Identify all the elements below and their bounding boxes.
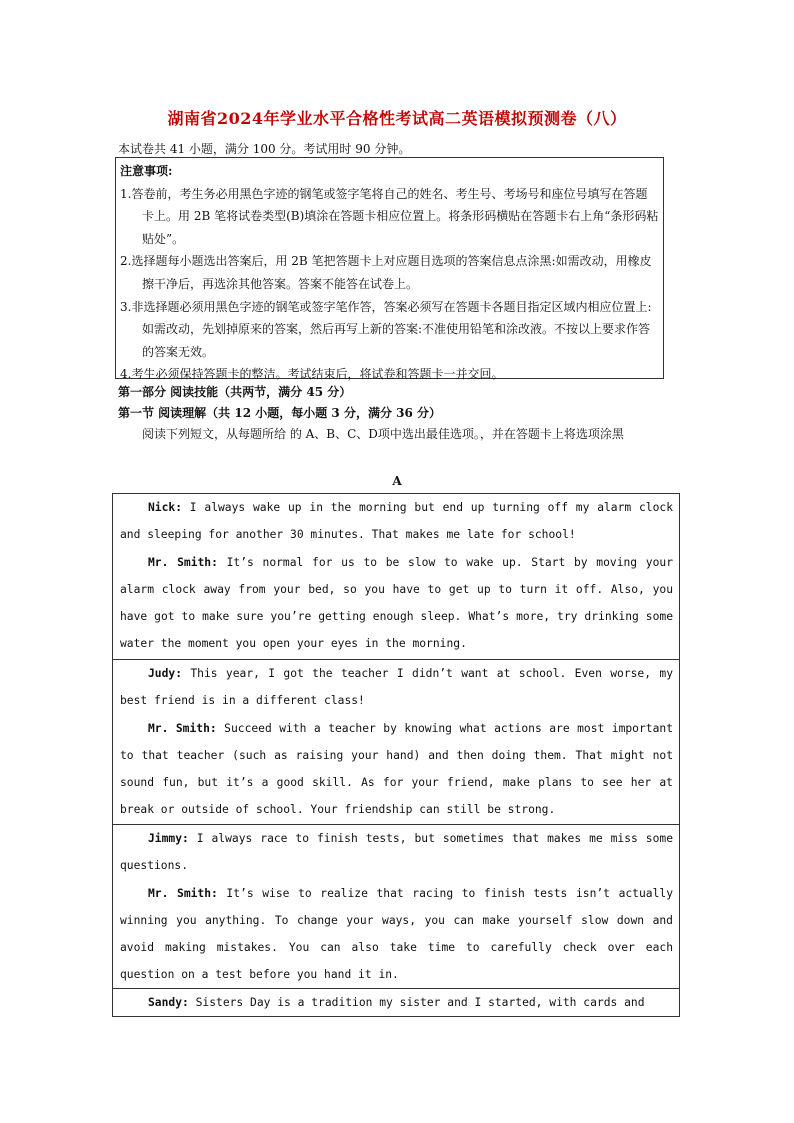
question-text: This year, I got the teacher I didn’t want at school. Even worse, my best friend is in a different class! <box>120 667 673 708</box>
question-text: I always race to finish tests, but sometimes that makes me miss some questions. <box>120 832 673 873</box>
speaker-name: Mr. Smith: <box>148 555 218 569</box>
speaker-name: Nick: <box>148 501 183 514</box>
dialogue-cell <box>113 494 679 660</box>
dialogue-cell <box>113 660 679 825</box>
part-heading: 第一部分 阅读技能（共两节，满分 45 分） <box>118 385 352 399</box>
notice-item-3: 3.非选择题必须用黑色字迹的钢笔或签字笔作答，答案必须写在答题卡各题目指定区域内相应位置上:如需改动，先划掉原来的答案，然后再写上新的答案:不准使用铅笔和涂改液。不按以上要求作答的答案无效。 <box>120 299 652 359</box>
speaker-name: Judy: <box>148 667 183 680</box>
answer-paragraph <box>120 715 673 824</box>
passage-label: A <box>392 474 402 488</box>
dialogue-table <box>112 493 680 1017</box>
speaker-name: Mr. Smith: <box>148 721 217 735</box>
answer-text: It’s wise to realize that racing to finish tests isn’t actually winning you anything. To change your ways, you can make yourself slow down and avoid making mistakes. You can also take time to carefully check over each question on a test before you hand it in. <box>120 886 673 982</box>
reading-instruction: 阅读下列短文，从每题所给 的 A、B、C、D项中选出最佳选项。，并在答题卡上将选项涂黑 <box>142 427 624 441</box>
exam-info: 本试卷共 41 小题，满分 100 分。考试用时 90 分钟。 <box>118 142 411 156</box>
notice-item-4: 4.考生必须保持答题卡的整洁。考试结束后，将试卷和答题卡一并交回。 <box>120 367 504 382</box>
speaker-name: Mr. Smith: <box>148 886 218 900</box>
answer-paragraph <box>120 549 673 658</box>
speaker-name: Jimmy: <box>148 832 189 845</box>
dialogue-cell <box>113 825 679 989</box>
question-paragraph <box>120 660 673 715</box>
notice-item-2: 2.选择题每小题选出答案后，用 2B 笔把答题卡上对应题目选项的答案信息点涂黑:如需改动，用橡皮擦干净后，再选涂其他答案。答案不能答在试卷上。 <box>120 254 652 291</box>
notice-heading: 注意事项: <box>120 164 173 178</box>
question-paragraph <box>120 494 673 549</box>
section-heading: 第一节 阅读理解（共 12 小题，每小题 3 分，满分 36 分） <box>118 406 441 420</box>
answer-paragraph <box>120 880 673 989</box>
question-text: I always wake up in the morning but end up turning off my alarm clock and sleeping for another 30 minutes. That makes me late for school! <box>120 501 673 542</box>
answer-text: It’s normal for us to be slow to wake up. Start by moving your alarm clock away from your bed, so you have to get up to turn it off. Also, you have got to make sure you’re getting enough sleep. What’s more, try drinking some water the moment you open your eyes in the morning. <box>120 555 674 651</box>
notice-box <box>115 157 664 382</box>
answer-text: Succeed with a teacher by knowing what actions are most important to that teacher (such as raising your hand) and then doing them. That might not sound fun, but it’s a good skill. As for your friend, make plans to see her at break or outside of school. Your friendship can still be strong. <box>120 721 673 817</box>
question-paragraph <box>120 989 673 1016</box>
speaker-name: Sandy: <box>148 996 189 1009</box>
notice-item-1: 1.答卷前，考生务必用黑色字迹的钢笔或签字笔将自己的姓名、考生号、考场号和座位号填写在答题卡上。用 2B 笔将试卷类型(B)填涂在答题卡相应位置上。将条形码横贴在答题卡右上角“条形码粘贴处”。 <box>120 186 659 246</box>
question-text: Sisters Day is a tradition my sister and I started, with cards and <box>188 996 645 1009</box>
question-paragraph <box>120 825 673 880</box>
exam-title: 湖南省2024年学业水平合格性考试高二英语模拟预测卷（八） <box>167 109 627 128</box>
dialogue-cell <box>113 989 679 1016</box>
